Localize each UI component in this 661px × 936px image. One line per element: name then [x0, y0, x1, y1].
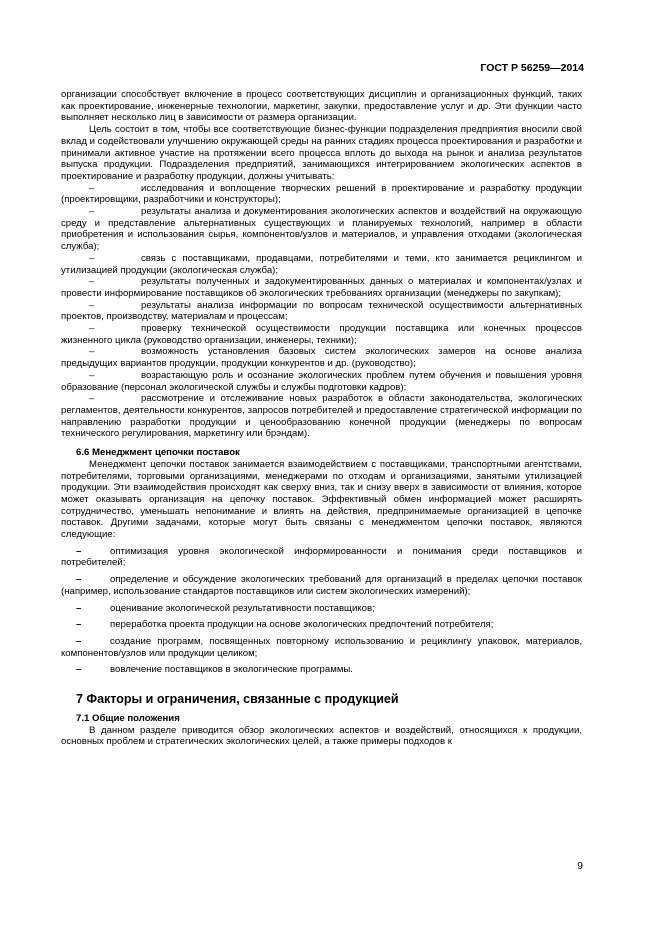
supply-item-text: оценивание экологической результативности поставщиков; — [110, 602, 375, 614]
goal-list-item — [61, 300, 582, 323]
section-7-1-heading: 7.1 Общие положения — [76, 713, 180, 725]
goal-item-text: проверку технической осуществимости продукции поставщика или конечных процессов жизненного цикла (руководство организации, инженеры, техники); — [61, 323, 582, 346]
goal-item-text: связь с поставщиками, продавцами, потребителями и теми, кто занимается рециклингом и утилизацией продукции (экологическая служба); — [61, 252, 582, 276]
dash-marker: – — [89, 252, 95, 264]
supply-chain-list-item — [61, 619, 582, 631]
goal-item-text: возможность установления базовых систем экологических замеров на основе анализа предыдущих вариантов продукции, продукции конкурентов и др. (руководство); — [61, 346, 582, 370]
goal-item-text: рассмотрение и отслеживание новых разработок в области законодательства, экологических регламентов, деятельности конкурентов, запросов потребителей и предоставление стратегической информации по направлению разработки продукции и ценообразованию конечной продукции (менеджеры по вопросам технического регулирования, маркетингу или брэндам). — [61, 393, 582, 440]
section-7-heading: 7 Факторы и ограничения, связанные с продукцией — [76, 692, 399, 707]
goal-item-text: возрастающую роль и осознание экологических проблем путем обучения и повышения уровня образование (персонал экологической службы и службы подготовки кадров); — [61, 369, 582, 393]
bullet-marker: – — [76, 664, 82, 676]
goal-item-text: исследования и воплощение творческих решений в проектирование и разработку продукции (проектировщики, разработчики и конструкторы); — [61, 182, 582, 206]
goal-list-item — [61, 253, 582, 276]
intro-paragraph: организации способствует включение в процесс соответствующих дисциплин и организационных функций, таких как проектирование, инженерные технологии, маркетинг, закупки, предоставление услуг и др. Эти функции часто выполняет несколько лиц в зависимости от размера организации. — [61, 89, 582, 124]
goal-list-item — [61, 323, 582, 346]
supply-chain-list — [61, 546, 582, 676]
dash-marker: – — [89, 299, 95, 311]
supply-item-text: вовлечение поставщиков в экологические программы. — [110, 664, 353, 676]
dash-marker: – — [89, 206, 95, 218]
supply-chain-list-item — [61, 664, 582, 676]
dash-marker: – — [89, 369, 95, 381]
supply-item-text: создание программ, посвященных повторному использованию и рециклингу упаковок, материалов, компонентов/узлов или продукции целиком; — [61, 635, 582, 659]
dash-marker: – — [89, 276, 95, 288]
supply-chain-list-item — [61, 636, 582, 659]
goal-list-item — [61, 370, 582, 393]
section-6-6-paragraph: Менеджмент цепочки поставок занимается взаимодействием с поставщиками, транспортными агентствами, потребителями, торговыми организациями, менеджерами по отходам и организациями, занятыми утилизацией продукции. Эти взаимодействия происходят как сверху вниз, так и снизу вверх в зависимости от влияния, которое может оказывать организация на цепочку поставок. Эффективный обмен информацией может расширять сотрудничество, уменьшать непонимание и влиять на действия, предпринимаемые организацией в цепочке поставок. Другими задачами, которые могут быть связаны с менеджментом цепочки поставок, являются следующие: — [61, 458, 582, 541]
dash-marker: – — [89, 182, 95, 194]
section-7-1-paragraph: В данном разделе приводится обзор экологических аспектов и воздействий, относящихся к продукции, основных проблем и стратегических экологических целей, а также примеры подходов к — [61, 724, 582, 748]
goal-list-item — [61, 183, 582, 206]
goal-item-text: результаты анализа и документирования экологических аспектов и воздействий на окружающую среду и представление альтернативных существующих и планируемых технологий, например в области приобретения и использования сырья, компонентов/узлов и материалов, и управления отходами (экологическая служба); — [61, 206, 582, 253]
goal-list-item — [61, 206, 582, 253]
page-number: 9 — [577, 860, 583, 872]
supply-item-text: оптимизация уровня экологической информированности и понимания среди поставщиков и потребителей; — [61, 545, 582, 569]
bullet-marker: – — [76, 635, 82, 647]
bullet-marker: – — [76, 574, 82, 586]
goal-list-item — [61, 393, 582, 440]
goal-list-item — [61, 276, 582, 299]
supply-chain-list-item — [61, 546, 582, 569]
goal-item-text: результаты полученных и задокументированных данных о материалах и компонентах/узлах и провести информирование поставщиков об экологических требованиях организации (менеджеры по закупкам); — [61, 276, 582, 299]
supply-chain-list-item — [61, 574, 582, 597]
page-body — [61, 89, 582, 748]
bullet-marker: – — [76, 619, 82, 631]
dash-marker: – — [89, 323, 95, 335]
goal-list — [61, 183, 582, 440]
supply-item-text: определение и обсуждение экологических требований для организаций в пределах цепочки поставок (например, использование стандартов поставщиков или систем экологических измерений); — [61, 574, 582, 597]
supply-chain-list-item — [61, 603, 582, 615]
section-6-6-heading: 6.6 Менеджмент цепочки поставок — [76, 447, 240, 459]
goal-item-text: результаты анализа информации по вопросам технической осуществимости альтернативных проектов, производству, материалам и процессам; — [61, 299, 582, 323]
goal-list-item — [61, 346, 582, 369]
bullet-marker: – — [76, 602, 82, 614]
bullet-marker: – — [76, 545, 82, 557]
goal-paragraph: Цель состоит в том, чтобы все соответствующие бизнес-функции подразделения предприятия вносили свой вклад и содействовали улучшению окружающей среды на ранних стадиях процесса проектирования и разработки и принимали активное участие на протяжении всего процесса вплоть до выхода на рынок и анализа результатов выпуска продукции. Подразделения предприятий, занимающихся интегрированием экологических аспектов в проектирование и разработку продукции, должны учитывать: — [61, 124, 582, 182]
supply-item-text: переработка проекта продукции на основе экологических предпочтений потребителя; — [110, 619, 494, 631]
dash-marker: – — [89, 393, 95, 405]
document-code-header: ГОСТ Р 56259—2014 — [480, 62, 584, 74]
dash-marker: – — [89, 346, 95, 358]
